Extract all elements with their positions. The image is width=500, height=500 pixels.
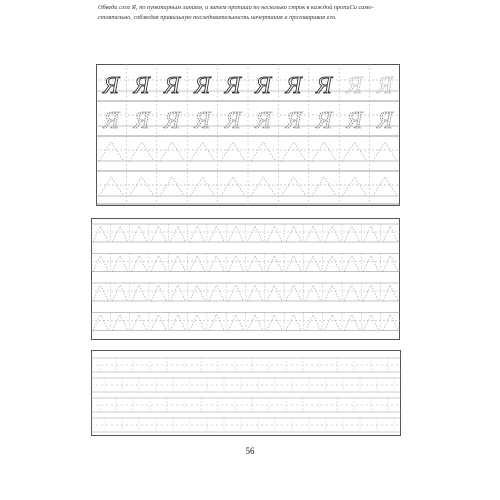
guide-triangle <box>190 256 205 272</box>
guide-triangle <box>267 226 282 242</box>
tracing-glyph: Я <box>346 73 363 99</box>
guide-triangle <box>383 226 398 242</box>
guide-triangle <box>342 177 366 196</box>
tracing-glyph: Я <box>103 108 120 134</box>
guide-triangle <box>228 315 243 331</box>
guide-triangle <box>286 315 301 331</box>
tracing-glyph: Я <box>164 108 180 134</box>
guide-triangle <box>209 226 224 242</box>
guide-triangle <box>251 142 275 161</box>
guide-triangle <box>344 285 359 301</box>
guide-triangle <box>228 256 243 272</box>
guide-triangle <box>305 285 320 301</box>
worksheet-panel-1 <box>96 64 400 206</box>
guide-triangle <box>209 285 224 301</box>
guide-triangle <box>132 226 147 242</box>
guide-triangle <box>312 177 336 196</box>
tracing-glyph: Я <box>133 73 150 99</box>
tracing-glyph: Я <box>316 108 332 134</box>
guide-triangle <box>373 177 397 196</box>
guide-triangle <box>344 256 359 272</box>
guide-triangle <box>373 142 397 161</box>
guide-triangle <box>286 285 301 301</box>
tracing-glyph: Я <box>285 108 302 134</box>
guide-triangle <box>383 256 398 272</box>
guide-triangle <box>248 256 263 272</box>
panel-1-grid <box>96 64 400 206</box>
worksheet-panel-2 <box>91 218 400 340</box>
guide-triangle <box>363 226 378 242</box>
guide-triangle <box>344 226 359 242</box>
guide-triangle <box>363 285 378 301</box>
guide-triangle <box>383 285 398 301</box>
guide-triangle <box>190 177 214 196</box>
guide-triangle <box>286 256 301 272</box>
tracing-glyph: Я <box>103 73 120 99</box>
guide-triangle <box>363 315 378 331</box>
guide-triangle <box>221 142 245 161</box>
tracing-glyph: Я <box>255 108 272 134</box>
guide-triangle <box>251 177 275 196</box>
tracing-glyph: Я <box>194 73 211 99</box>
guide-triangle <box>170 256 185 272</box>
tracing-glyph: Я <box>346 108 363 134</box>
guide-triangle <box>112 315 127 331</box>
guide-triangle <box>93 256 108 272</box>
guide-triangle <box>286 226 301 242</box>
tracing-glyph: Я <box>194 108 211 134</box>
guide-triangle <box>325 226 340 242</box>
guide-triangle <box>160 142 184 161</box>
guide-triangle <box>132 315 147 331</box>
instruction-line-1: Обведи слог Я, по пунктирным линиям, а затем пропиши по несколько строк в каждой пропиСи само- <box>98 4 374 11</box>
guide-triangle <box>325 315 340 331</box>
guide-triangle <box>151 226 166 242</box>
tracing-glyph: Я <box>224 73 241 99</box>
guide-triangle <box>132 256 147 272</box>
guide-triangle <box>112 226 127 242</box>
guide-triangle <box>132 285 147 301</box>
panel-3-grid <box>91 350 401 436</box>
tracing-glyph: Я <box>376 108 393 134</box>
guide-triangle <box>248 285 263 301</box>
guide-triangle <box>342 142 366 161</box>
guide-triangle <box>93 226 108 242</box>
guide-triangle <box>248 226 263 242</box>
guide-triangle <box>281 177 305 196</box>
guide-triangle <box>112 256 127 272</box>
guide-triangle <box>170 315 185 331</box>
panel-2-grid <box>91 218 400 340</box>
guide-triangle <box>209 256 224 272</box>
tracing-glyph: Я <box>133 108 150 134</box>
guide-triangle <box>281 142 305 161</box>
guide-triangle <box>325 285 340 301</box>
guide-triangle <box>305 256 320 272</box>
instruction-text <box>98 3 428 23</box>
guide-triangle <box>363 256 378 272</box>
guide-triangle <box>93 285 108 301</box>
guide-triangle <box>190 226 205 242</box>
guide-triangle <box>383 315 398 331</box>
guide-triangle <box>305 315 320 331</box>
panel-border <box>92 351 401 436</box>
tracing-glyph: Я <box>376 73 393 99</box>
guide-triangle <box>151 285 166 301</box>
guide-triangle <box>325 256 340 272</box>
guide-triangle <box>344 315 359 331</box>
guide-triangle <box>112 285 127 301</box>
guide-triangle <box>267 315 282 331</box>
guide-triangle <box>170 226 185 242</box>
guide-triangle <box>190 142 214 161</box>
guide-triangle <box>248 315 263 331</box>
guide-triangle <box>190 285 205 301</box>
guide-triangle <box>228 285 243 301</box>
tracing-glyph: Я <box>164 73 180 99</box>
guide-triangle <box>267 285 282 301</box>
tracing-glyph: Я <box>285 73 302 99</box>
guide-triangle <box>305 226 320 242</box>
guide-triangle <box>312 142 336 161</box>
guide-triangle <box>93 315 108 331</box>
guide-triangle <box>228 226 243 242</box>
guide-triangle <box>151 315 166 331</box>
guide-triangle <box>129 177 153 196</box>
guide-triangle <box>190 315 205 331</box>
instruction-line-2: стоятельно, соблюдая правильную последовательность начертания и проговаривая его. <box>98 14 337 21</box>
guide-triangle <box>170 285 185 301</box>
worksheet-panel-3 <box>91 350 401 436</box>
page-number: 56 <box>245 446 255 456</box>
guide-triangle <box>151 256 166 272</box>
guide-triangle <box>99 177 123 196</box>
guide-triangle <box>99 142 123 161</box>
guide-triangle <box>267 256 282 272</box>
tracing-glyph: Я <box>316 73 332 99</box>
guide-triangle <box>221 177 245 196</box>
tracing-glyph: Я <box>224 108 241 134</box>
tracing-glyph: Я <box>255 73 272 99</box>
guide-triangle <box>209 315 224 331</box>
guide-triangle <box>129 142 153 161</box>
guide-triangle <box>160 177 184 196</box>
